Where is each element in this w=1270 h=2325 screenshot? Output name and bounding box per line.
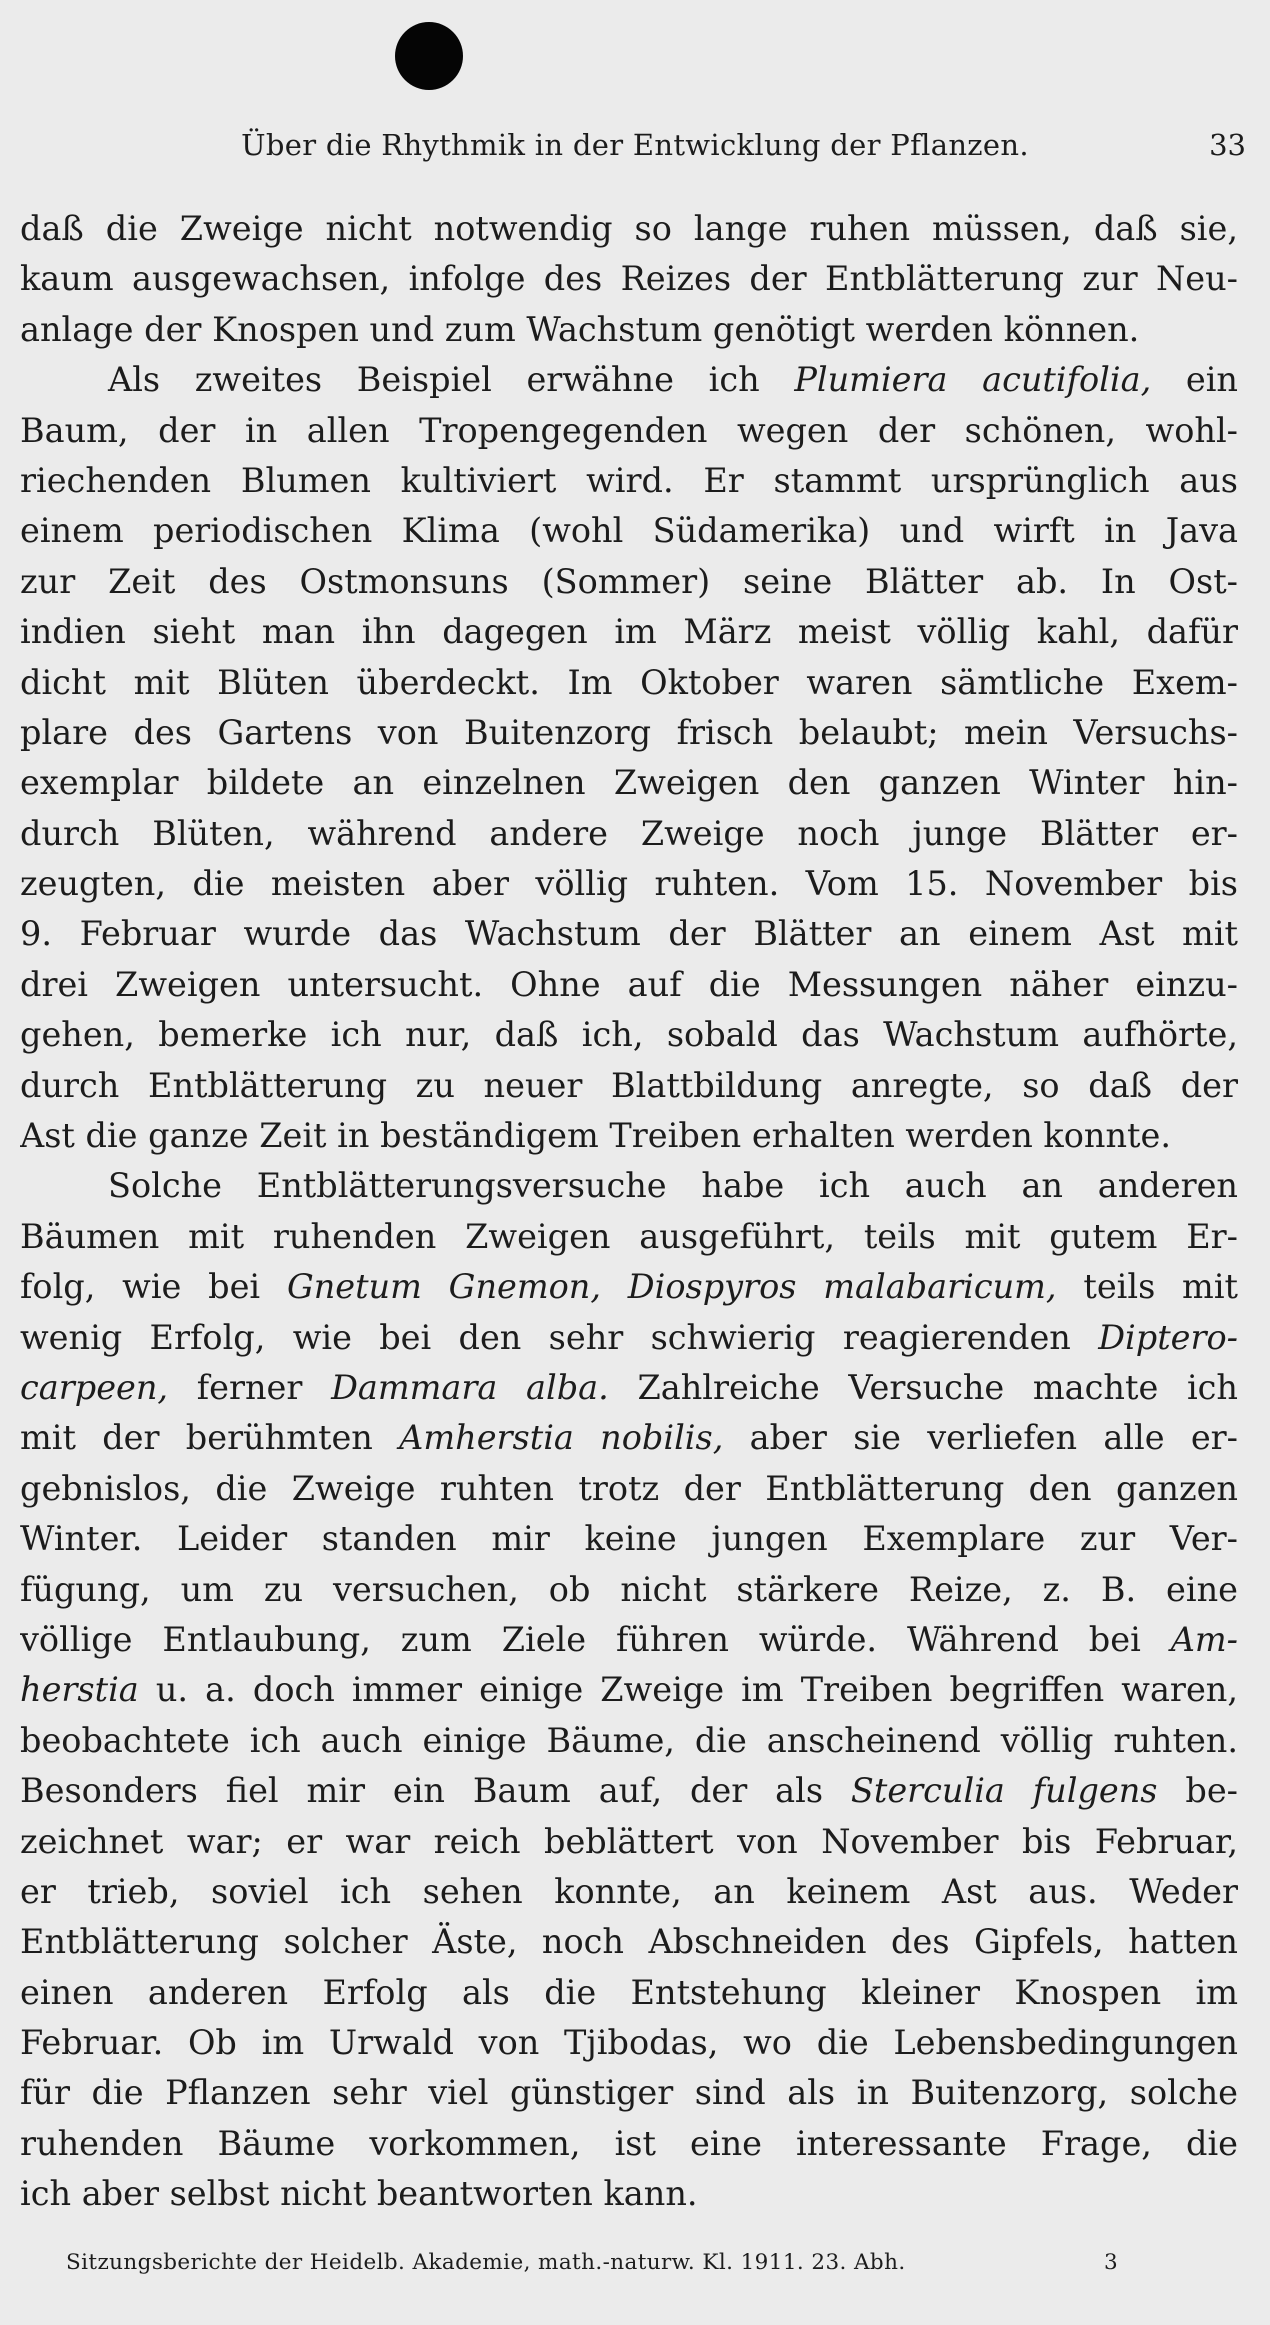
italic-term: Plumiera acutifolia, [794,360,1152,400]
text-segment: einem periodischen Klima (wohl Südamerika) und wirft in Java [20,511,1238,551]
text-line [20,2119,1238,2169]
text-line [20,1817,1238,1867]
text-line [20,2018,1238,2068]
text-line [20,658,1238,708]
text-segment: durch Entblätterung zu neuer Blattbildung anregte, so daß der [20,1065,1238,1105]
text-line [20,960,1238,1010]
text-segment: Ast die ganze Zeit in beständigem Treiben erhalten werden konnte. [20,1116,1171,1156]
text-segment: wenig Erfolg, wie bei den sehr schwierig reagierenden [20,1317,1099,1357]
text-segment: völlige Entlaubung, zum Ziele führen würde. Während bei [20,1619,1171,1659]
footer-citation: Sitzungsberichte der Heidelb. Akademie, math.-naturw. Kl. 1911. 23. Abh. [66,2250,906,2275]
text-segment: kaum ausgewachsen, infolge des Reizes der Entblätterung zur Neu- [20,259,1238,299]
text-line [20,809,1238,859]
text-line [20,204,1238,254]
text-segment: dicht mit Blüten überdeckt. Im Oktober waren sämtliche Exem- [20,662,1238,702]
italic-term: Sterculia fulgens [850,1771,1158,1811]
text-segment: durch Blüten, während andere Zweige noch junge Blätter er- [20,813,1238,853]
text-segment: ferner [168,1367,332,1407]
text-line [20,1262,1238,1312]
text-segment: plare des Gartens von Buitenzorg frisch belaubt; mein Versuchs- [20,712,1238,752]
text-line [20,1867,1238,1917]
text-line [20,859,1238,909]
text-segment: Solche Entblätterungsversuche habe ich auch an anderen [108,1166,1238,1206]
text-segment: drei Zweigen untersucht. Ohne auf die Messungen näher einzu- [20,964,1238,1004]
text-line [20,506,1238,556]
text-segment: anlage der Knospen und zum Wachstum genötigt werden können. [20,309,1140,349]
text-line [20,1161,1238,1211]
punch-hole [395,22,463,90]
text-segment: Februar. Ob im Urwald von Tjibodas, wo die Lebensbedingungen [20,2023,1238,2063]
text-line [20,708,1238,758]
text-segment: be- [1157,1771,1238,1811]
text-line [20,909,1238,959]
text-line [20,1716,1238,1766]
text-line [20,607,1238,657]
text-segment: fügung, um zu versuchen, ob nicht stärkere Reize, z. B. eine [20,1569,1238,1609]
text-segment: ein [1151,360,1238,400]
text-segment: Bäumen mit ruhenden Zweigen ausgeführt, teils mit gutem Er- [20,1216,1238,1256]
page-number: 33 [1209,128,1246,162]
footer [66,2250,1226,2286]
text-line [20,305,1238,355]
running-title: Über die Rhythmik in der Entwicklung der Pflanzen. [241,128,1029,162]
text-line [20,1313,1238,1363]
text-line [20,1061,1238,1111]
text-segment: gebnislos, die Zweige ruhten trotz der Entblätterung den ganzen [20,1468,1238,1508]
text-segment: ich aber selbst nicht beantworten kann. [20,2174,698,2214]
text-line [20,355,1238,405]
text-line [20,1010,1238,1060]
text-line [20,557,1238,607]
text-segment: 9. Februar wurde das Wachstum der Blätter an einem Ast mit [20,914,1238,954]
text-segment: Entblätterung solcher Äste, noch Abschneiden des Gipfels, hatten [20,1922,1238,1962]
italic-term: Dammara alba. [331,1367,609,1407]
text-segment: zeichnet war; er war reich beblättert von November bis Februar, [20,1821,1238,1861]
text-line [20,1565,1238,1615]
running-head [0,128,1270,168]
text-line [20,2068,1238,2118]
text-segment: u. a. doch immer einige Zweige im Treiben begriffen waren, [138,1670,1238,1710]
text-line [20,1615,1238,1665]
text-segment: zeugten, die meisten aber völlig ruhten. Vom 15. November bis [20,864,1238,904]
text-line [20,456,1238,506]
body-text [20,204,1238,2220]
text-segment: ruhenden Bäume vorkommen, ist eine interessante Frage, die [20,2123,1238,2163]
text-line [20,1514,1238,1564]
text-segment: einen anderen Erfolg als die Entstehung kleiner Knospen im [20,1972,1238,2012]
signature-mark: 3 [1104,2250,1119,2275]
text-segment: Als zweites Beispiel erwähne ich [108,360,795,400]
text-line [20,406,1238,456]
text-line [20,1968,1238,2018]
text-segment: Zahlreiche Versuche machte ich [608,1367,1238,1407]
italic-term: Amherstia nobilis, [399,1418,724,1458]
text-line [20,1363,1238,1413]
text-segment: Winter. Leider standen mir keine jungen Exemplare zur Ver- [20,1519,1238,1559]
text-segment: mit der berühmten [20,1418,400,1458]
text-segment: Besonders fiel mir ein Baum auf, der als [20,1771,851,1811]
text-line [20,1766,1238,1816]
text-segment: exemplar bildete an einzelnen Zweigen den ganzen Winter hin- [20,763,1238,803]
text-segment: er trieb, soviel ich sehen konnte, an keinem Ast aus. Weder [20,1871,1238,1911]
text-segment: für die Pflanzen sehr viel günstiger sind als in Buitenzorg, solche [20,2073,1238,2113]
text-line [20,1413,1238,1463]
text-line [20,2169,1238,2219]
text-line [20,1917,1238,1967]
text-segment: gehen, bemerke ich nur, daß ich, sobald das Wachstum aufhörte, [20,1015,1238,1055]
italic-term: Diptero- [1098,1317,1238,1357]
text-segment: Baum, der in allen Tropengegenden wegen der schönen, wohl- [20,410,1238,450]
text-segment: beobachtete ich auch einige Bäume, die anscheinend völlig ruhten. [20,1720,1238,1760]
italic-term: Gnetum Gnemon, Diospyros malabaricum, [286,1267,1057,1307]
text-segment: indien sieht man ihn dagegen im März meist völlig kahl, dafür [20,612,1238,652]
text-segment: zur Zeit des Ostmonsuns (Sommer) seine Blätter ab. In Ost- [20,561,1238,601]
italic-term: Am- [1170,1619,1238,1659]
text-line [20,1464,1238,1514]
text-segment: riechenden Blumen kultiviert wird. Er stammt ursprünglich aus [20,460,1238,500]
text-line [20,758,1238,808]
italic-term: carpeen, [20,1367,169,1407]
text-line [20,1111,1238,1161]
text-line [20,1212,1238,1262]
text-segment: daß die Zweige nicht notwendig so lange ruhen müssen, daß sie, [20,209,1238,248]
italic-term: herstia [20,1670,139,1710]
text-line [20,1665,1238,1715]
text-line [20,254,1238,304]
text-segment: folg, wie bei [20,1267,287,1307]
text-segment: teils mit [1056,1267,1238,1307]
text-segment: aber sie verliefen alle er- [723,1418,1238,1458]
